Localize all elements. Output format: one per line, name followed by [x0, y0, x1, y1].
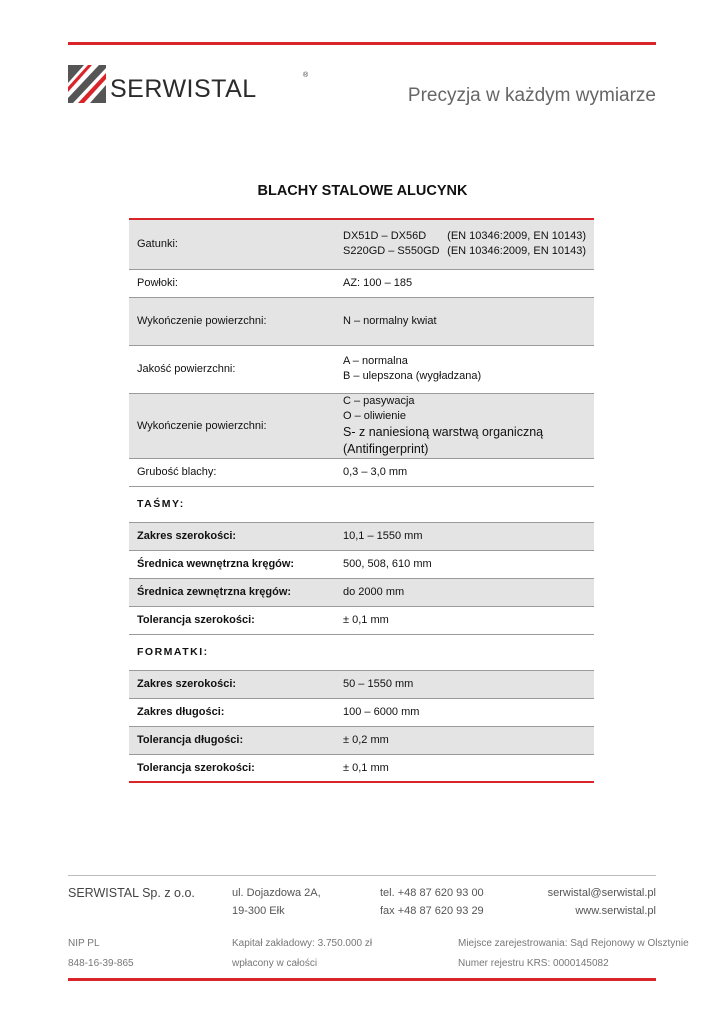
- footer-court: Miejsce zarejestrowania: Sąd Rejonowy w Olsztynie: [458, 938, 689, 949]
- footer-phones: [380, 884, 484, 920]
- label-tasmy-tol-szer: Tolerancja szerokości:: [129, 606, 335, 634]
- top-red-rule: [68, 42, 656, 45]
- label-zakres-dl: Zakres długości:: [129, 698, 335, 726]
- footer-capital-paid: wpłacony w całości: [232, 958, 318, 969]
- value-gatunki: [335, 219, 594, 269]
- footer-nip: [68, 934, 134, 974]
- footer-address: [232, 884, 321, 920]
- grade-1: DX51D – DX56D: [343, 230, 427, 243]
- row-wykonczenie-1: [129, 297, 594, 345]
- footer-street: ul. Dojazdowa 2A,: [232, 887, 321, 899]
- row-tol-dl: [129, 726, 594, 754]
- footer-company: SERWISTAL Sp. z o.o.: [68, 886, 195, 900]
- row-tasmy-tol-szer: [129, 606, 594, 634]
- jakosc-b: B – ulepszona (wygładzana): [343, 370, 482, 382]
- value-formatki-tol-szer: ± 0,1 mm: [335, 754, 594, 782]
- wyk-s: S- z naniesioną warstwą organiczną: [343, 424, 544, 439]
- value-tol-dl: ± 0,2 mm: [335, 726, 594, 754]
- footer-separator: [68, 875, 656, 876]
- footer-nip-label: NIP PL: [68, 938, 100, 949]
- footer-www[interactable]: www.serwistal.pl: [575, 905, 656, 917]
- wyk-antifinger: (Antifingerprint): [343, 441, 429, 456]
- label-tasmy-zakres-szer: Zakres szerokości:: [129, 522, 335, 550]
- heading-formatki: FORMATKI:: [129, 634, 594, 670]
- label-srednica-zew: Średnica zewnętrzna kręgów:: [129, 578, 335, 606]
- section-formatki: [129, 634, 594, 670]
- label-formatki-zakres-szer: Zakres szerokości:: [129, 670, 335, 698]
- value-powloki: AZ: 100 – 185: [335, 269, 594, 297]
- section-tasmy: [129, 486, 594, 522]
- footer-capital: [232, 934, 372, 974]
- label-wykonczenie-2: Wykończenie powierzchni:: [129, 393, 335, 458]
- label-powloki: Powłoki:: [129, 269, 335, 297]
- value-grubosc: 0,3 – 3,0 mm: [335, 458, 594, 486]
- footer-nip-value: 848-16-39-865: [68, 958, 134, 969]
- row-gatunki: [129, 219, 594, 269]
- row-srednica-wew: [129, 550, 594, 578]
- footer-email[interactable]: serwistal@serwistal.pl: [547, 887, 656, 899]
- value-tasmy-tol-szer: ± 0,1 mm: [335, 606, 594, 634]
- row-formatki-tol-szer: [129, 754, 594, 782]
- footer-registry: [458, 934, 689, 974]
- document-title: BLACHY STALOWE ALUCYNK: [257, 183, 468, 199]
- row-formatki-zakres-szer: [129, 670, 594, 698]
- label-srednica-wew: Średnica wewnętrzna kręgów:: [129, 550, 335, 578]
- footer-krs: Numer rejestru KRS: 0000145082: [458, 958, 609, 969]
- label-wykonczenie-1: Wykończenie powierzchni:: [129, 297, 335, 345]
- logo-mark-icon: [68, 65, 106, 103]
- bottom-red-rule: [68, 978, 656, 981]
- row-wykonczenie-2: [129, 393, 594, 458]
- label-jakosc: Jakość powierzchni:: [129, 345, 335, 393]
- value-srednica-zew: do 2000 mm: [335, 578, 594, 606]
- row-zakres-dl: [129, 698, 594, 726]
- footer-capital-amount: Kapitał zakładowy: 3.750.000 zł: [232, 938, 373, 949]
- row-jakosc: [129, 345, 594, 393]
- value-tasmy-zakres-szer: 10,1 – 1550 mm: [335, 522, 594, 550]
- heading-tasmy: TAŚMY:: [129, 486, 594, 522]
- value-formatki-zakres-szer: 50 – 1550 mm: [335, 670, 594, 698]
- wyk-c: C – pasywacja: [343, 394, 415, 407]
- value-wykonczenie-2: [335, 393, 594, 458]
- row-grubosc: [129, 458, 594, 486]
- value-jakosc: [335, 345, 594, 393]
- label-grubosc: Grubość blachy:: [129, 458, 335, 486]
- value-zakres-dl: 100 – 6000 mm: [335, 698, 594, 726]
- footer-tel: tel. +48 87 620 93 00: [380, 887, 484, 899]
- serwistal-logo: [68, 64, 309, 104]
- brand-name: SERWISTAL: [110, 74, 257, 103]
- row-powloki: [129, 269, 594, 297]
- registered-mark: ®: [303, 72, 309, 79]
- value-srednica-wew: 500, 508, 610 mm: [335, 550, 594, 578]
- label-tol-dl: Tolerancja długości:: [129, 726, 335, 754]
- label-formatki-tol-szer: Tolerancja szerokości:: [129, 754, 335, 782]
- label-gatunki: Gatunki:: [129, 219, 335, 269]
- row-srednica-zew: [129, 578, 594, 606]
- norm-2: (EN 10346:2009, EN 10143): [447, 245, 586, 258]
- row-tasmy-zakres-szer: [129, 522, 594, 550]
- jakosc-a: A – normalna: [343, 355, 408, 367]
- tagline: Precyzja w każdym wymiarze: [407, 85, 656, 106]
- footer-city: 19-300 Ełk: [232, 905, 285, 917]
- norm-1: (EN 10346:2009, EN 10143): [447, 230, 586, 243]
- wyk-o: O – oliwienie: [343, 409, 406, 422]
- footer-contact: [548, 884, 656, 920]
- grade-2: S220GD – S550GD: [343, 245, 440, 258]
- spec-table: [129, 218, 594, 783]
- footer-fax: fax +48 87 620 93 29: [380, 905, 484, 917]
- value-wykonczenie-1: N – normalny kwiat: [335, 297, 594, 345]
